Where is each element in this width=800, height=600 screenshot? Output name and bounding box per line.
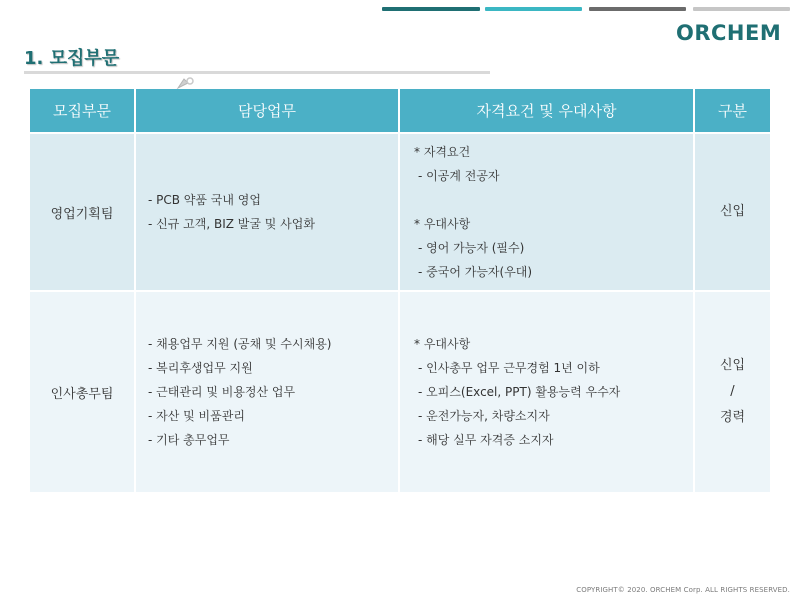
preference-item: - 오피스(Excel, PPT) 활용능력 우수자 <box>418 385 621 399</box>
accent-bar-4 <box>693 7 790 11</box>
table-header-row <box>30 89 770 133</box>
dept-cell: 영업기획팀 <box>30 133 135 291</box>
logo-text: ORCHEM <box>676 21 782 45</box>
duty-item: - PCB 약품 국내 영업 <box>148 193 261 207</box>
copyright-text: COPYRIGHT© 2020. ORCHEM Corp. ALL RIGHTS RESERVED. <box>576 586 790 594</box>
requirements-cell <box>399 291 694 492</box>
duty-item: - 기타 총무업무 <box>148 433 230 447</box>
class-cell <box>694 133 770 291</box>
duty-item: - 신규 고객, BIZ 발굴 및 사업화 <box>148 217 315 231</box>
preference-item: - 인사총무 업무 근무경험 1년 이하 <box>418 361 600 375</box>
accent-bar-1 <box>382 7 480 11</box>
duty-item: - 자산 및 비품관리 <box>148 409 245 423</box>
preferences-heading: * 우대사항 <box>414 337 471 351</box>
duty-item: - 채용업무 지원 (공채 및 수시채용) <box>148 337 332 351</box>
title-underline <box>24 71 490 74</box>
class-cell <box>694 291 770 492</box>
preference-item: - 운전가능자, 차량소지자 <box>418 409 550 423</box>
requirements-cell <box>399 133 694 291</box>
section-title: 1. 모집부문 <box>24 48 120 69</box>
preferences-heading: * 우대사항 <box>414 217 471 231</box>
column-header-requirements: 자격요건 및 우대사항 <box>399 89 694 133</box>
duty-item: - 근태관리 및 비용정산 업무 <box>148 385 296 399</box>
requirement-item: - 이공계 전공자 <box>418 169 500 183</box>
accent-bar-2 <box>485 7 582 11</box>
orchem-logo <box>676 18 790 48</box>
column-header-dept: 모집부문 <box>30 89 135 133</box>
cursor-icon <box>176 76 194 90</box>
duties-cell <box>135 133 399 291</box>
column-header-duties: 담당업무 <box>135 89 399 133</box>
duty-item: - 복리후생업무 지원 <box>148 361 253 375</box>
preference-item: - 영어 가능자 (필수) <box>418 241 525 255</box>
duties-cell <box>135 291 399 492</box>
table-row <box>30 291 770 492</box>
accent-bar-3 <box>589 7 686 11</box>
preference-item: - 해당 실무 자격증 소지자 <box>418 433 554 447</box>
preference-item: - 중국어 가능자(우대) <box>418 265 533 279</box>
class-label: 경력 <box>719 410 746 425</box>
class-label: 신입 <box>719 358 746 373</box>
class-separator: / <box>730 384 735 399</box>
table-row <box>30 133 770 291</box>
class-label: 신입 <box>719 204 746 219</box>
column-header-class: 구분 <box>694 89 770 133</box>
requirements-heading: * 자격요건 <box>414 145 471 159</box>
dept-cell: 인사총무팀 <box>30 291 135 492</box>
recruitment-table <box>30 89 770 492</box>
